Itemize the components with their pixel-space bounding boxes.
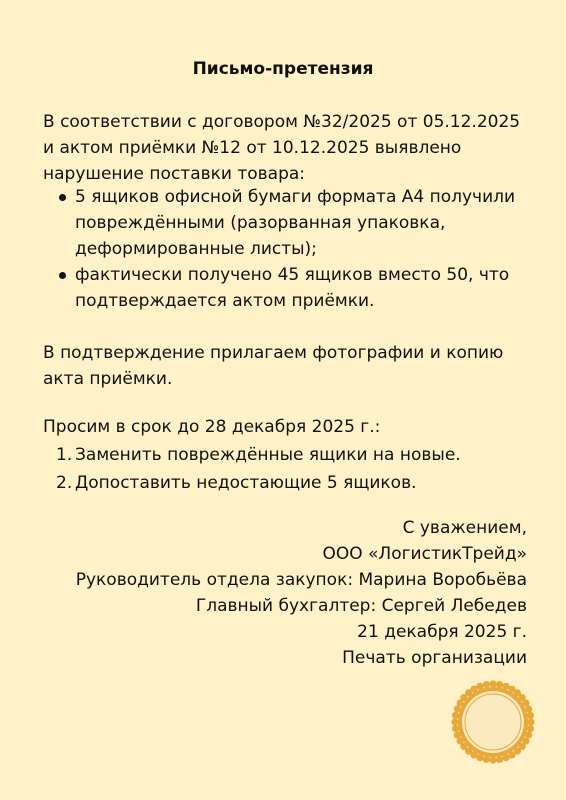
letter-date: 21 декабря 2025 г. [357, 622, 527, 642]
violations-list [43, 184, 533, 314]
company-name: ООО «ЛогистикТрейд» [322, 544, 527, 564]
violation-text: фактически получено 45 ящиков вместо 50, что подтверждается актом приёмки. [75, 265, 510, 311]
list-item [43, 262, 533, 314]
seal-serration [489, 756, 496, 763]
seal-serration [527, 718, 534, 725]
signer-procurement: Руководитель отдела закупок: Марина Воробьёва [75, 570, 527, 590]
seal-serration [527, 712, 534, 719]
request-text: Допоставить недостающие 5 ящиков. [75, 473, 417, 493]
list-number: 1. [56, 445, 73, 465]
seal-label: Печать организации [342, 648, 527, 668]
gold-seal-icon [451, 680, 535, 764]
list-item [43, 469, 533, 497]
seal-serration [527, 725, 534, 732]
page-title: Письмо-претензия [192, 59, 374, 79]
list-item [43, 441, 533, 469]
intro-paragraph: В соответствии с договором №32/2025 от 05.12.2025 и актом приёмки №12 от 10.12.2025 выявлено нарушение поставки товара: [43, 112, 521, 184]
seal-inner-circle [462, 691, 524, 753]
seal-serration [452, 712, 459, 719]
seal-serration [483, 681, 490, 688]
list-number: 2. [56, 473, 73, 493]
seal-serration [451, 718, 458, 725]
signature-block [47, 515, 527, 671]
bullet-icon [59, 194, 66, 201]
seal-serration [452, 725, 459, 732]
bullet-icon [59, 272, 66, 279]
list-item [43, 184, 533, 262]
seal-serration [489, 680, 496, 687]
request-text: Заменить повреждённые ящики на новые. [75, 445, 461, 465]
signer-accountant: Главный бухгалтер: Сергей Лебедев [195, 596, 527, 616]
requests-list [43, 441, 533, 497]
closing-line: С уважением, [402, 518, 527, 538]
attachments-paragraph: В подтверждение прилагаем фотографии и копию акта приёмки. [43, 343, 504, 389]
seal-serration [496, 681, 503, 688]
seal-serration [496, 756, 503, 763]
request-intro: Просим в срок до 28 декабря 2025 г.: [43, 417, 381, 437]
seal-serration [483, 756, 490, 763]
violation-text: 5 ящиков офисной бумаги формата А4 получили повреждёнными (разорванная упаковка, деформированные листы); [75, 187, 516, 259]
